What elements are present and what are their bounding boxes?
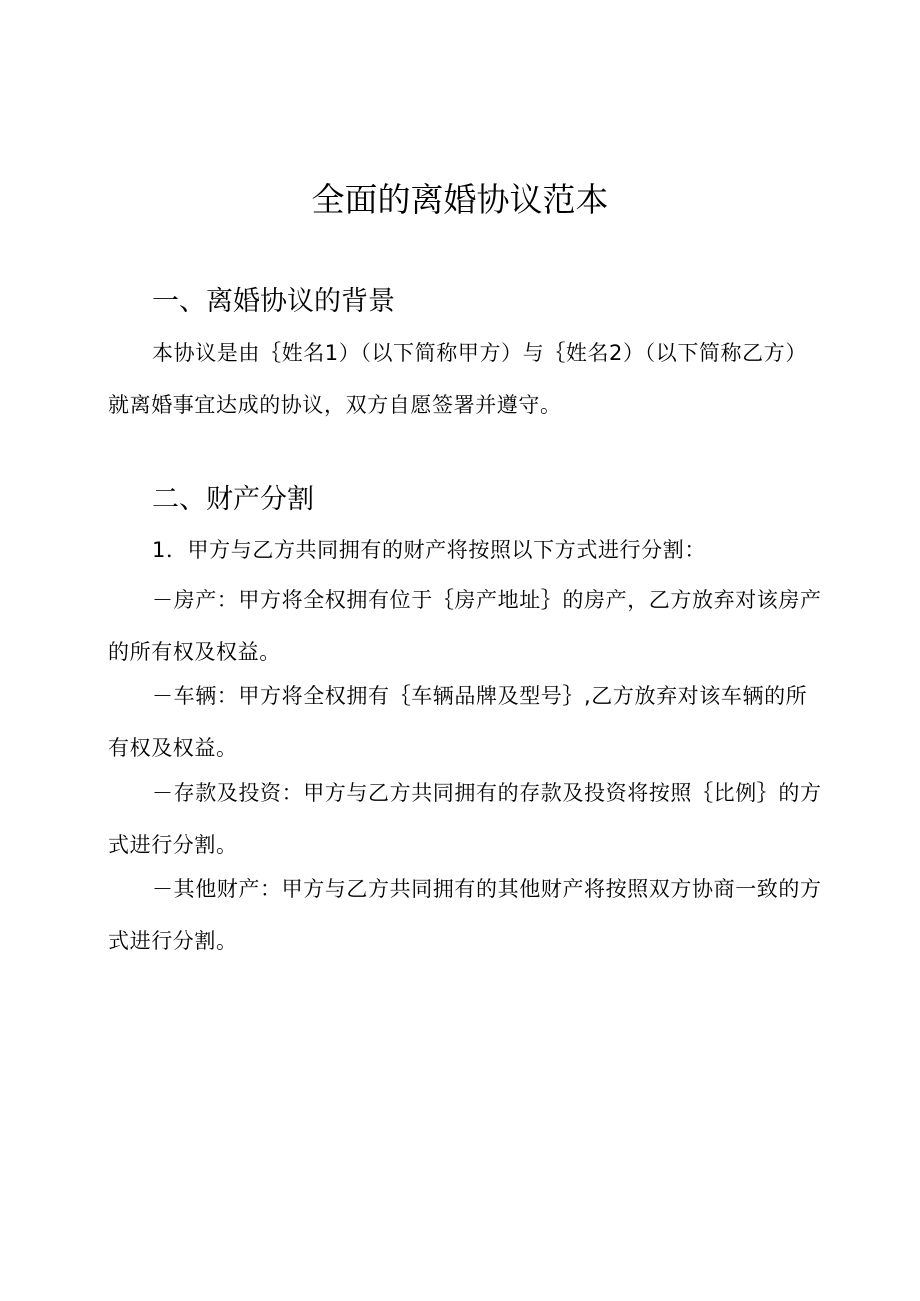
paragraph-house: －房产：甲方将全权拥有位于｛房产地址｝的房产，乙方放弃对该房产的所有权及权益。 — [108, 588, 822, 664]
paragraph-savings-investments: －存款及投资：甲方与乙方共同拥有的存款及投资将按照｛比例｝的方式进行分割。 — [108, 781, 822, 857]
paragraph-other-property: －其他财产：甲方与乙方共同拥有的其他财产将按照双方协商一致的方式进行分割。 — [108, 877, 822, 953]
section-heading-property-division: 二、财产分割 — [152, 484, 314, 515]
section-heading-background: 一、离婚协议的背景 — [152, 286, 395, 317]
document-title: 全面的离婚协议范本 — [311, 180, 609, 219]
paragraph-property-intro: 1．甲方与乙方共同拥有的财产将按照以下方式进行分割： — [152, 538, 706, 562]
paragraph-vehicle: －车辆：甲方将全权拥有｛车辆品牌及型号｝,乙方放弃对该车辆的所有权及权益。 — [108, 684, 808, 760]
paragraph-background: 本协议是由｛姓名1）（以下简称甲方）与｛姓名2）（以下简称乙方）就离婚事宜达成的协议，双方自愿签署并遵守。 — [108, 341, 807, 417]
